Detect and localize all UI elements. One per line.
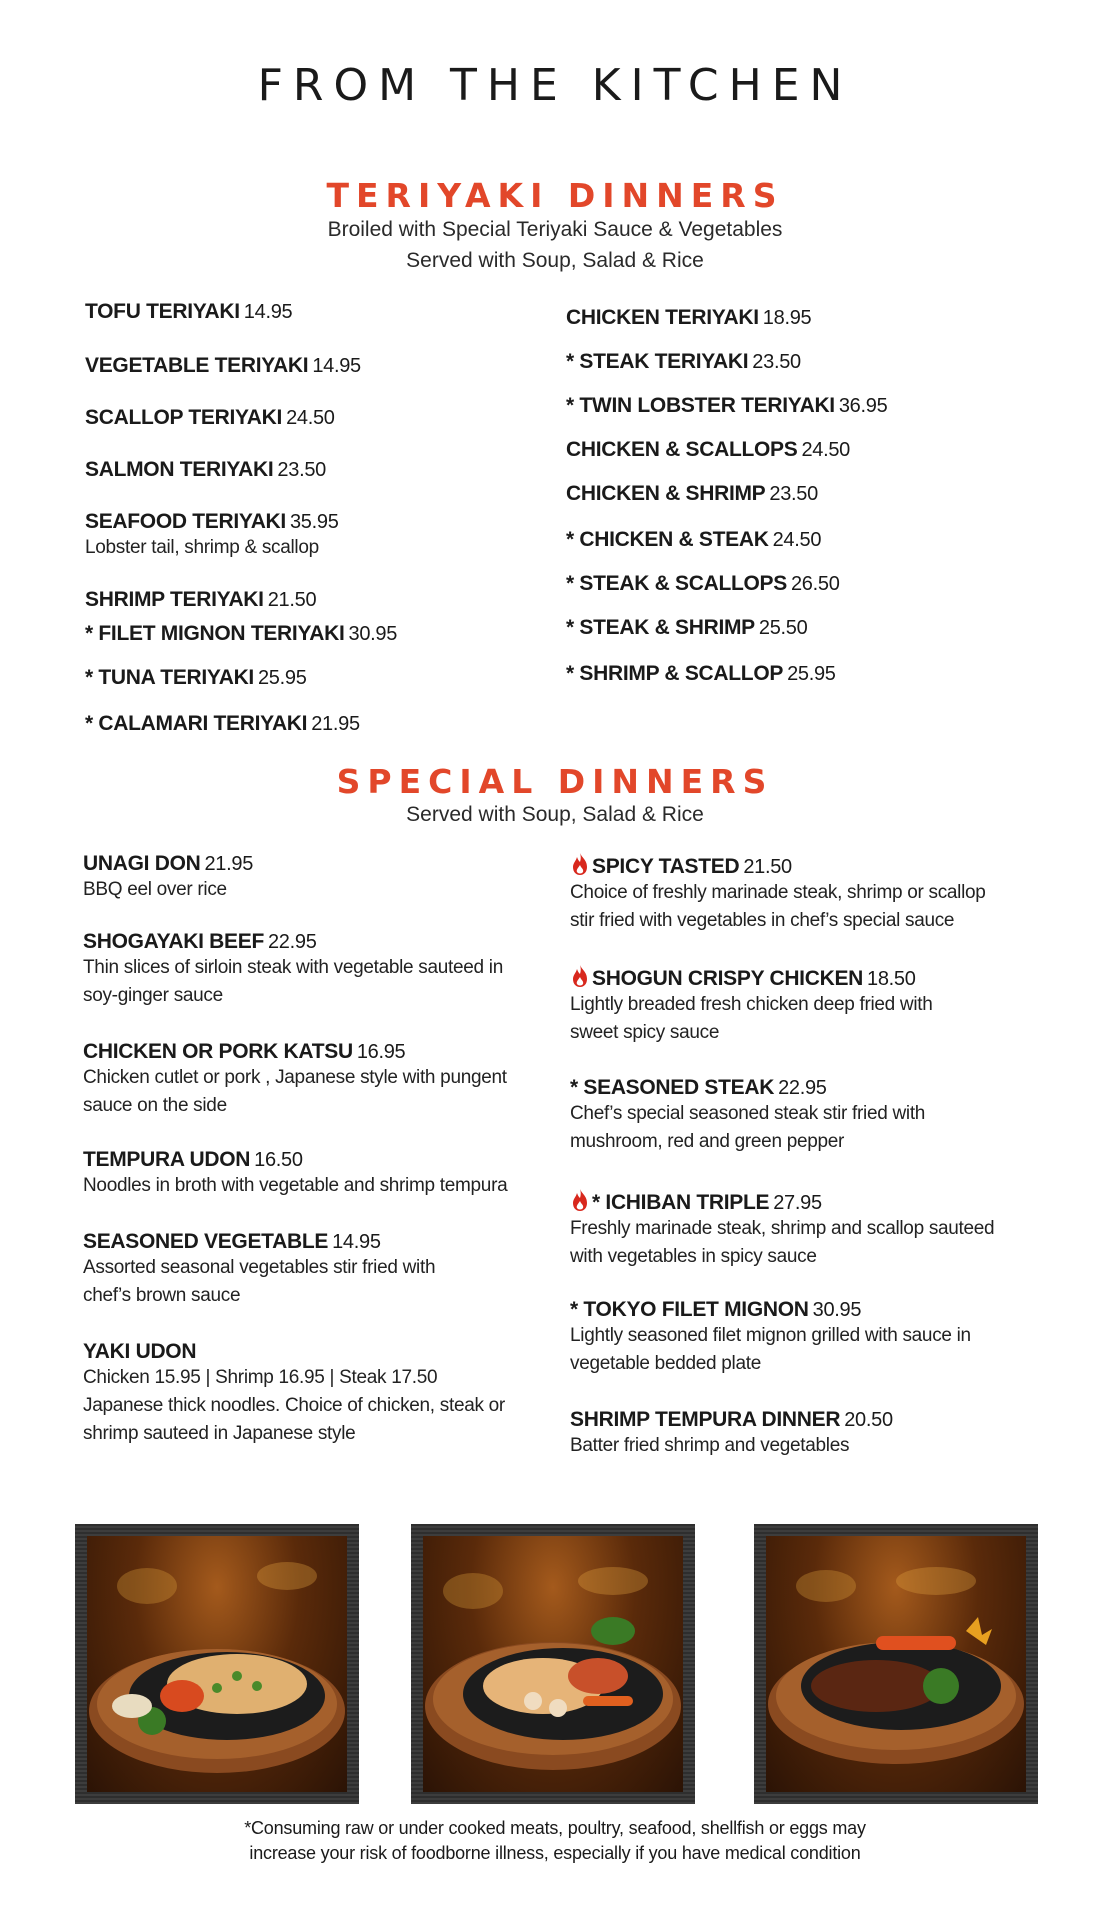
- item-name: * SEASONED STEAK: [570, 1076, 775, 1099]
- item-price: 24.50: [772, 529, 822, 551]
- menu-item: [85, 712, 360, 736]
- item-price: 27.95: [773, 1192, 822, 1214]
- item-price: 23.50: [277, 459, 326, 481]
- item-name: TEMPURA UDON: [83, 1148, 251, 1171]
- item-price: 25.95: [787, 663, 836, 685]
- menu-item: [570, 1188, 994, 1271]
- item-price: 14.95: [243, 301, 293, 323]
- item-price: 22.95: [267, 931, 317, 953]
- item-name: * TOKYO FILET MIGNON: [570, 1298, 809, 1321]
- item-price: 24.50: [801, 439, 851, 461]
- item-name: CHICKEN & SHRIMP: [566, 482, 766, 505]
- page-title: FROM THE KITCHEN: [257, 60, 853, 111]
- item-name: * CHICKEN & STEAK: [566, 528, 769, 551]
- item-name: CHICKEN & SCALLOPS: [566, 438, 798, 461]
- item-name: CHICKEN OR PORK KATSU: [83, 1040, 353, 1063]
- item-description: Lightly breaded fresh chicken deep fried with: [570, 994, 933, 1015]
- item-description: Japanese thick noodles. Choice of chicken, steak or: [83, 1395, 505, 1416]
- item-description: stir fried with vegetables in chef’s special sauce: [570, 910, 955, 931]
- item-prices: Chicken 15.95 | Shrimp 16.95 | Steak 17.50: [83, 1367, 438, 1388]
- item-name: SEAFOOD TERIYAKI: [85, 510, 286, 533]
- menu-item: [566, 528, 821, 552]
- footnote-line-1: *Consuming raw or under cooked meats, poultry, seafood, shellfish or eggs may: [244, 1818, 866, 1838]
- item-price: 20.50: [844, 1409, 893, 1431]
- item-name: * CALAMARI TERIYAKI: [85, 712, 308, 735]
- menu-item: [566, 482, 818, 506]
- item-description: Thin slices of sirloin steak with vegetable sauteed in: [83, 957, 503, 978]
- menu-item: [83, 1148, 507, 1200]
- menu-item: [566, 438, 850, 462]
- special-subtitle: Served with Soup, Salad & Rice: [406, 803, 704, 826]
- footnote-line-2: increase your risk of foodborne illness, especially if you have medical condition: [249, 1843, 861, 1863]
- item-price: 21.50: [743, 856, 792, 878]
- item-description: Lobster tail, shrimp & scallop: [85, 537, 319, 558]
- menu-item: [570, 1408, 893, 1460]
- item-price: 23.50: [769, 483, 818, 505]
- item-description: BBQ eel over rice: [83, 879, 227, 900]
- item-price: 14.95: [332, 1231, 381, 1253]
- item-name: * ICHIBAN TRIPLE: [592, 1191, 770, 1214]
- menu-item: [85, 406, 335, 430]
- item-price: 23.50: [752, 351, 801, 373]
- flame-icon: [570, 1188, 590, 1212]
- menu-item: [566, 306, 811, 330]
- item-name: SHRIMP TERIYAKI: [85, 588, 264, 611]
- item-name: YAKI UDON: [83, 1340, 197, 1363]
- item-name: * FILET MIGNON TERIYAKI: [85, 622, 345, 645]
- item-description: Lightly seasoned filet mignon grilled with sauce in: [570, 1325, 971, 1346]
- item-price: 21.50: [267, 589, 317, 611]
- flame-icon: [570, 852, 590, 876]
- item-description: chef’s brown sauce: [83, 1285, 241, 1306]
- item-price: 30.95: [348, 623, 398, 645]
- item-price: 30.95: [812, 1299, 862, 1321]
- teriyaki-section-title: TERIYAKI DINNERS: [326, 176, 784, 215]
- menu-item: [85, 622, 397, 646]
- menu-item: [566, 572, 840, 596]
- menu-item: [570, 1298, 971, 1378]
- item-description: sauce on the side: [83, 1095, 227, 1116]
- menu-item: [570, 852, 986, 935]
- menu-item: [85, 300, 292, 324]
- teriyaki-subtitle-2: Served with Soup, Salad & Rice: [406, 249, 704, 272]
- item-description: Choice of freshly marinade steak, shrimp or scallop: [570, 882, 986, 903]
- item-description: shrimp sauteed in Japanese style: [83, 1423, 356, 1444]
- menu-item: [83, 1230, 435, 1310]
- item-name: VEGETABLE TERIYAKI: [85, 354, 309, 377]
- special-section-title: SPECIAL DINNERS: [336, 762, 774, 801]
- item-description: Freshly marinade steak, shrimp and scallop sauteed: [570, 1218, 995, 1239]
- menu-item: [566, 350, 801, 374]
- menu-item: [85, 666, 307, 690]
- item-name: * TWIN LOBSTER TERIYAKI: [566, 394, 835, 417]
- menu-item: [85, 510, 339, 562]
- item-description: vegetable bedded plate: [570, 1353, 761, 1374]
- item-price: 25.50: [758, 617, 808, 639]
- menu-item: [85, 588, 316, 612]
- menu-item: [566, 662, 836, 686]
- item-description: mushroom, red and green pepper: [570, 1131, 845, 1152]
- item-price: 18.95: [762, 307, 812, 329]
- item-description: Chef’s special seasoned steak stir fried with: [570, 1103, 926, 1124]
- item-price: 25.95: [257, 667, 307, 689]
- seafood-teriyaki-sizzling-plate-photo: [411, 1524, 695, 1804]
- item-name: SHRIMP TEMPURA DINNER: [570, 1408, 841, 1431]
- item-price: 16.50: [254, 1149, 303, 1171]
- menu-item: [83, 1040, 507, 1120]
- item-description: Chicken cutlet or pork , Japanese style with pungent: [83, 1067, 507, 1088]
- item-name: SEASONED VEGETABLE: [83, 1230, 329, 1253]
- teriyaki-subtitle-1: Broiled with Special Teriyaki Sauce & Vegetables: [327, 218, 783, 241]
- flame-icon: [570, 964, 590, 988]
- item-name: SCALLOP TERIYAKI: [85, 406, 283, 429]
- item-name: * STEAK & SCALLOPS: [566, 572, 787, 595]
- item-description: soy-ginger sauce: [83, 985, 223, 1006]
- item-description: Batter fried shrimp and vegetables: [570, 1435, 850, 1456]
- item-price: 18.50: [867, 968, 916, 990]
- menu-item: [570, 1076, 925, 1156]
- item-name: CHICKEN TERIYAKI: [566, 306, 759, 329]
- item-price: 16.95: [356, 1041, 406, 1063]
- chicken-teriyaki-sizzling-plate-photo: [75, 1524, 359, 1804]
- health-warning-footnote: [0, 1816, 1110, 1866]
- menu-item: [85, 354, 361, 378]
- item-name: * TUNA TERIYAKI: [85, 666, 254, 689]
- item-name: * SHRIMP & SCALLOP: [566, 662, 784, 685]
- item-description: with vegetables in spicy sauce: [570, 1246, 817, 1267]
- item-name: TOFU TERIYAKI: [85, 300, 240, 323]
- item-price: 35.95: [289, 511, 339, 533]
- menu-item: [566, 394, 887, 418]
- item-name: SPICY TASTED: [592, 855, 740, 878]
- item-description: Noodles in broth with vegetable and shrimp tempura: [83, 1175, 508, 1196]
- steak-teriyaki-sizzling-plate-photo: [754, 1524, 1038, 1804]
- item-price: 22.95: [778, 1077, 827, 1099]
- item-name: SHOGAYAKI BEEF: [83, 930, 264, 953]
- item-description: Assorted seasonal vegetables stir fried with: [83, 1257, 436, 1278]
- menu-item: [83, 1340, 505, 1448]
- item-description: sweet spicy sauce: [570, 1022, 720, 1043]
- item-price: 14.95: [312, 355, 361, 377]
- item-price: 26.50: [790, 573, 840, 595]
- item-name: SHOGUN CRISPY CHICKEN: [592, 967, 864, 990]
- item-price: 21.95: [311, 713, 360, 735]
- item-price: 36.95: [838, 395, 888, 417]
- item-price: 24.50: [286, 407, 335, 429]
- item-name: UNAGI DON: [83, 852, 201, 875]
- menu-item: [83, 852, 253, 904]
- item-price: 21.95: [204, 853, 254, 875]
- item-name: SALMON TERIYAKI: [85, 458, 274, 481]
- menu-item: [566, 616, 807, 640]
- menu-item: [570, 964, 933, 1047]
- menu-item: [83, 930, 503, 1010]
- menu-item: [85, 458, 326, 482]
- item-name: * STEAK & SHRIMP: [566, 616, 755, 639]
- item-name: * STEAK TERIYAKI: [566, 350, 749, 373]
